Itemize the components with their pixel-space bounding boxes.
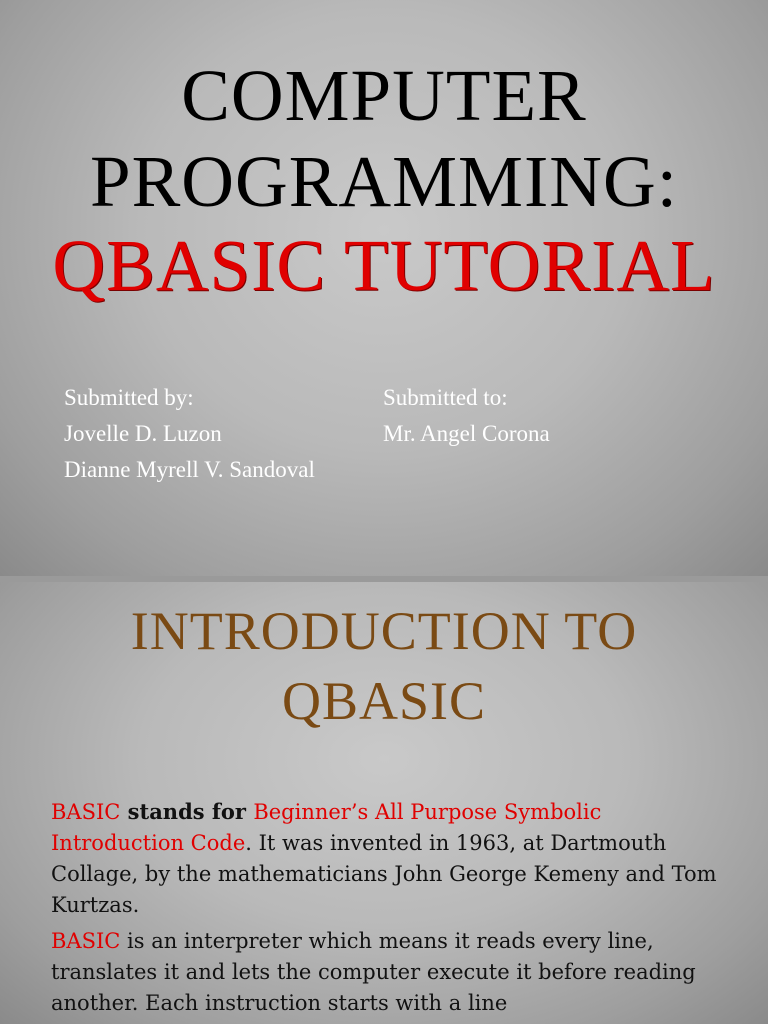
intro-paragraph-2 <box>51 926 721 1019</box>
basic-term: BASIC <box>51 800 121 824</box>
basic-term: BASIC <box>51 929 121 953</box>
intro-title-line-2: QBASIC <box>281 671 487 731</box>
intro-title-line-1: INTRODUCTION TO <box>130 601 638 661</box>
title-line-3-qbasic-tutorial: QBASIC TUTORIAL <box>52 225 716 306</box>
submitted-to-name: Mr. Angel Corona <box>383 421 550 446</box>
introduction-slide <box>0 582 768 1024</box>
submitted-to-block <box>383 380 550 452</box>
submitted-by-label: Submitted by: <box>64 385 194 410</box>
paragraph-2-rest: is an interpreter which means it reads every line, translates it and lets the computer execute it before reading another. Each instruction starts with a line <box>51 929 696 1015</box>
submitted-by-block <box>64 380 315 488</box>
submitted-by-name-2: Dianne Myrell V. Sandoval <box>64 457 315 482</box>
stands-for-text: stands for <box>120 799 254 824</box>
title-line-2: PROGRAMMING: <box>90 141 678 222</box>
title-line-1: COMPUTER <box>181 55 587 136</box>
paragraph-1-rest: . It was invented in 1963, at Dartmouth Collage, by the mathematicians John George Kemeny and Tom Kurtzas. <box>51 831 717 917</box>
submitted-to-label: Submitted to: <box>383 385 508 410</box>
submitted-by-name-1: Jovelle D. Luzon <box>64 421 222 446</box>
intro-paragraph-1 <box>51 796 721 921</box>
basic-expansion: Beginner’s All Purpose Symbolic Introduction Code <box>51 800 602 855</box>
